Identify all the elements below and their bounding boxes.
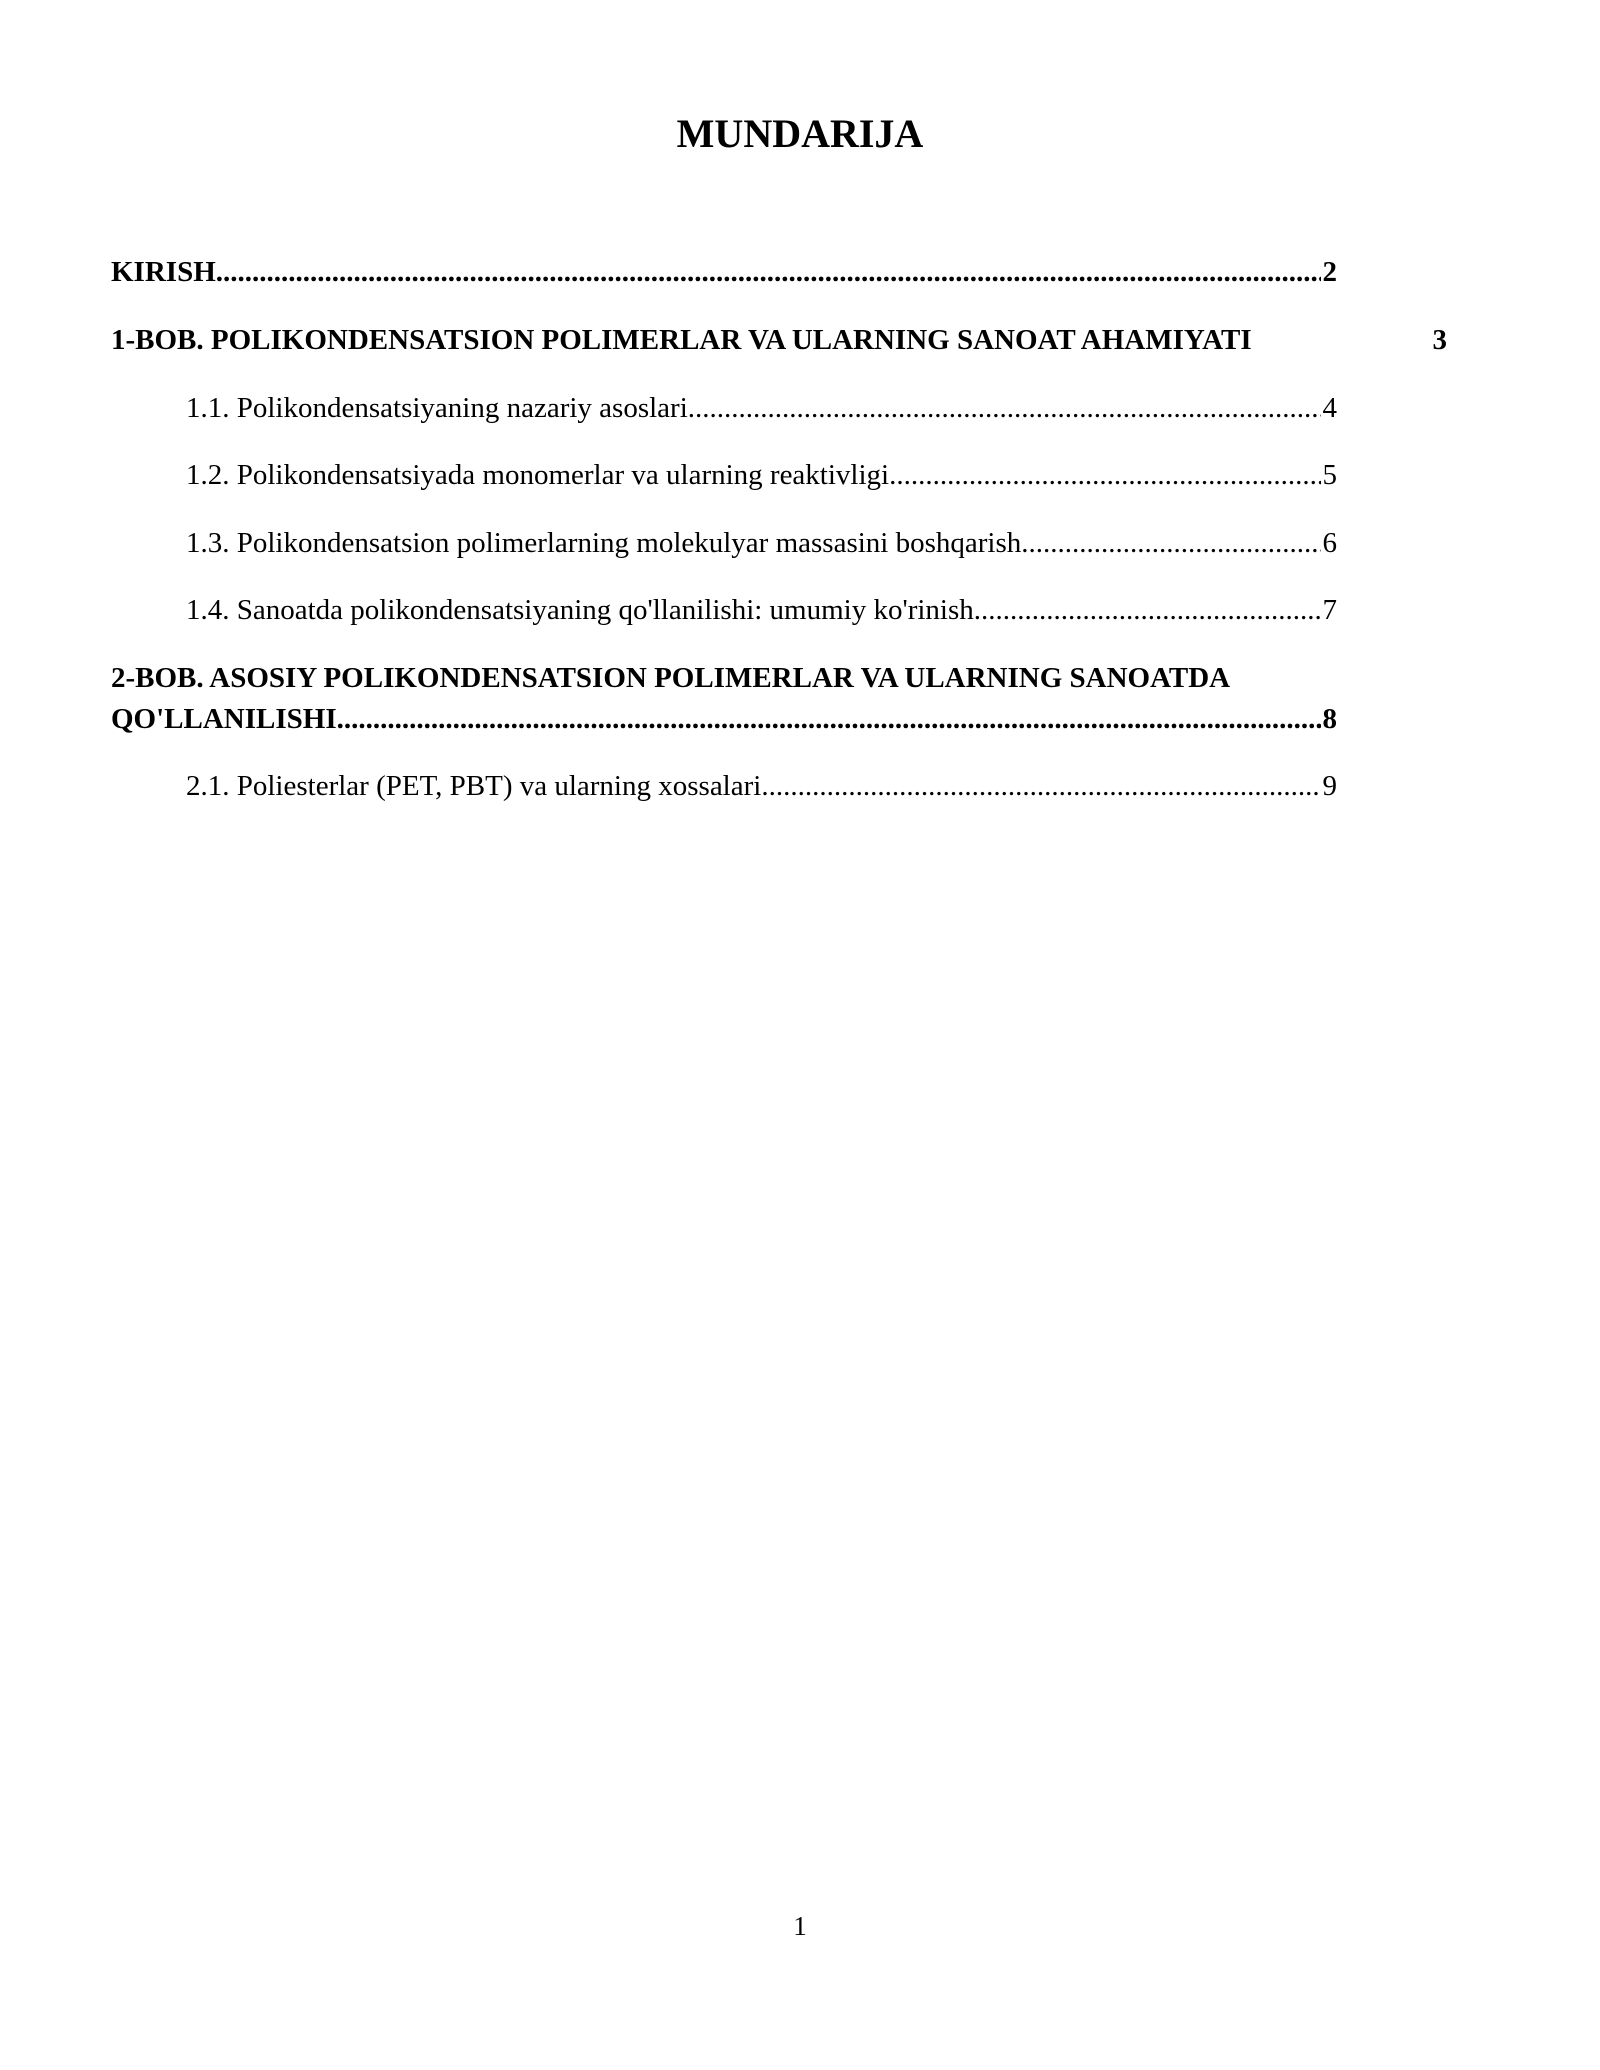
toc-entry-page: 3	[1432, 324, 1447, 356]
toc-entry-page: 8	[1322, 703, 1337, 735]
toc-entry-kirish[interactable]	[111, 252, 1337, 293]
toc-entry-label: 1.3. Polikondensatsion polimerlarning molekulyar massasini boshqarish	[186, 527, 1022, 559]
toc-entry-section-1-1[interactable]	[186, 388, 1337, 429]
toc-dot-leader	[337, 699, 1321, 740]
toc-entry-label: 1.4. Sanoatda polikondensatsiyaning qo'llanilishi: umumiy ko'rinish	[186, 594, 974, 626]
toc-dot-leader	[974, 590, 1321, 631]
toc-dot-leader	[216, 252, 1321, 293]
toc-entry-chapter-1[interactable]	[111, 320, 1447, 361]
toc-entry-section-1-4[interactable]	[186, 590, 1337, 631]
toc-entry-page: 7	[1322, 594, 1337, 626]
toc-entry-label-line-2: QO'LLANILISHI	[111, 703, 337, 735]
toc-title: MUNDARIJA	[676, 111, 924, 156]
toc-entry-page: 9	[1322, 770, 1337, 802]
toc-entry-label: 2.1. Poliesterlar (PET, PBT) va ularning xossalari	[186, 770, 762, 802]
toc-entry-section-2-1[interactable]	[186, 766, 1337, 807]
toc-dot-leader	[1021, 523, 1320, 564]
toc-entry-label: KIRISH	[111, 256, 216, 288]
toc-entry-section-1-2[interactable]	[186, 455, 1337, 496]
toc-entry-page: 2	[1322, 256, 1337, 288]
toc-entry-page: 4	[1322, 392, 1337, 424]
toc-entry-label: 1.1. Polikondensatsiyaning nazariy asoslari	[186, 392, 688, 424]
toc-entry-page: 5	[1322, 459, 1337, 491]
toc-dot-leader	[761, 766, 1320, 807]
toc-entry-label: 1.2. Polikondensatsiyada monomerlar va ularning reaktivligi	[186, 459, 890, 491]
toc-entry-page: 6	[1322, 527, 1337, 559]
page-number: 1	[793, 1911, 807, 1941]
toc-entry-section-1-3[interactable]	[186, 523, 1337, 564]
toc-entry-chapter-2[interactable]	[111, 658, 1337, 740]
toc-dot-leader	[688, 388, 1321, 429]
toc-entry-label: 1-BOB. POLIKONDENSATSION POLIMERLAR VA ULARNING SANOAT AHAMIYATI	[111, 324, 1252, 356]
toc-entry-label-line-1: 2-BOB. ASOSIY POLIKONDENSATSION POLIMERLAR VA ULARNING SANOATDA	[111, 662, 1231, 694]
toc-dot-leader	[889, 455, 1320, 496]
